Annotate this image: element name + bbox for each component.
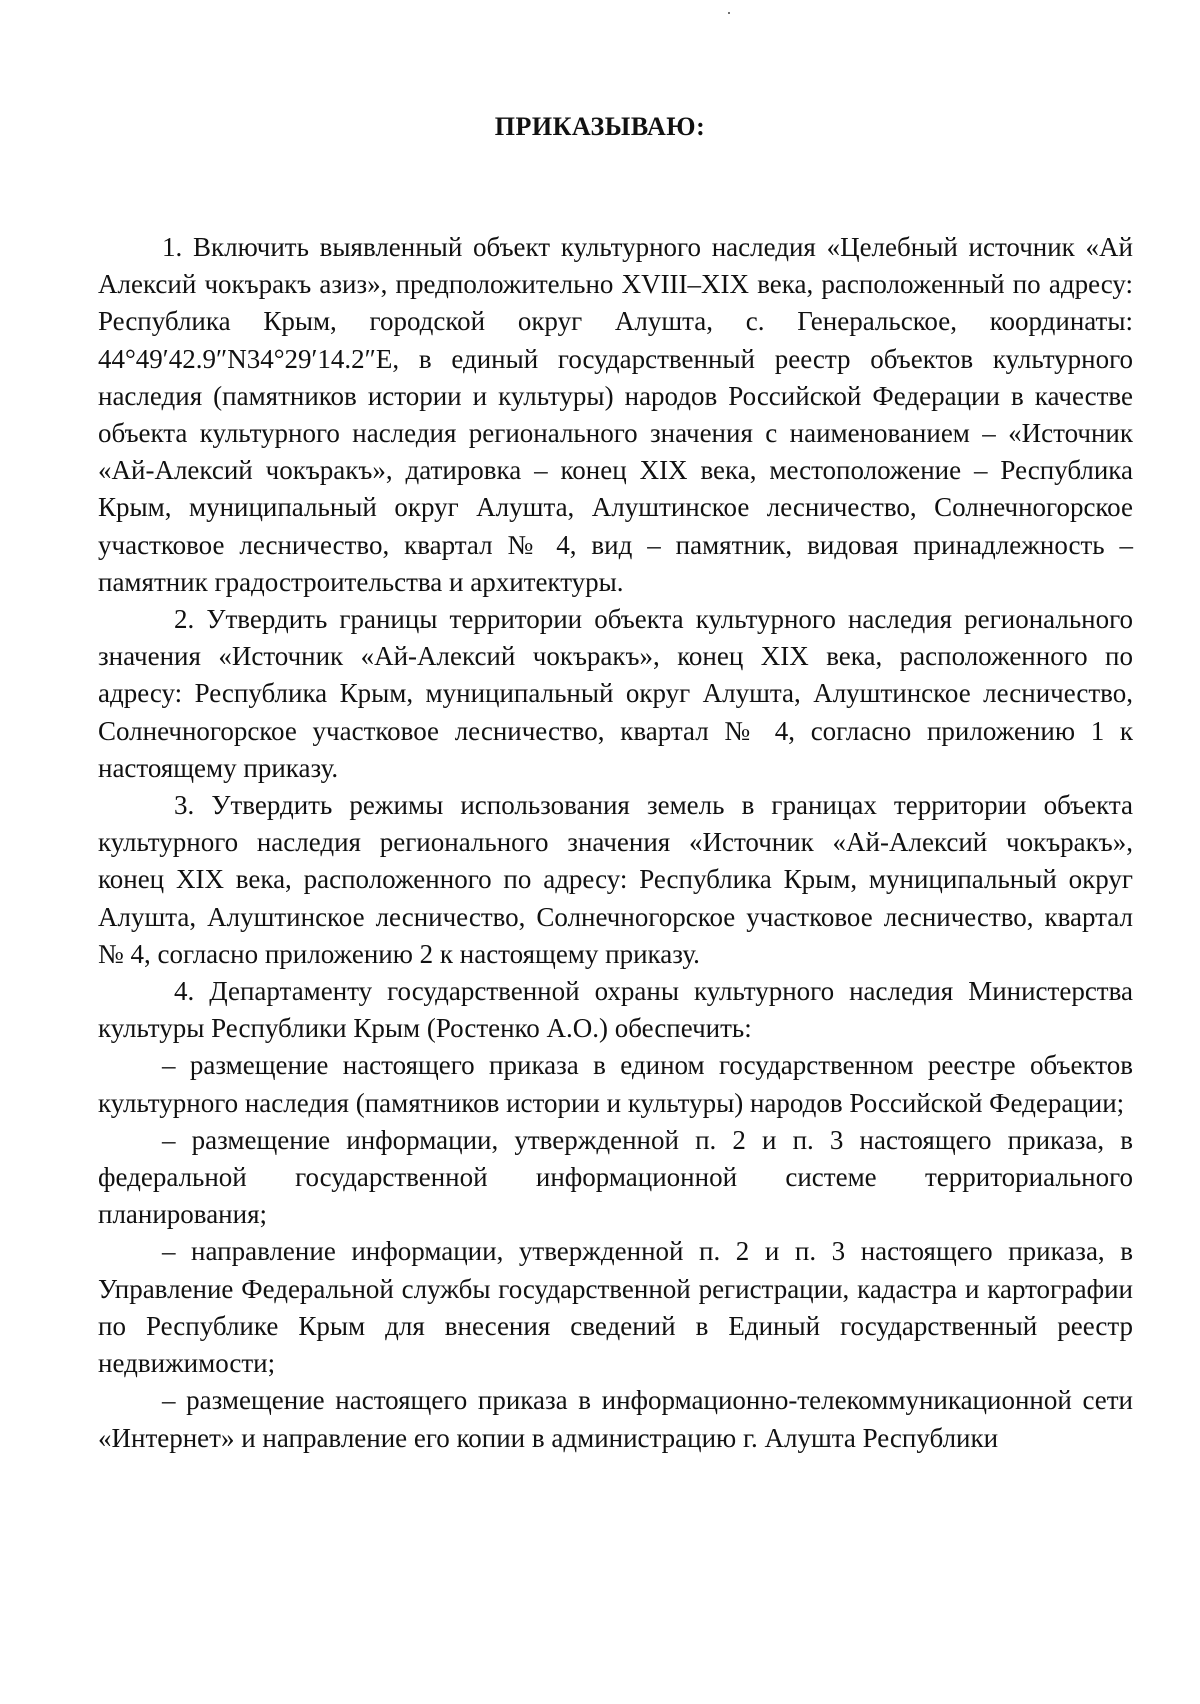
order-item-3: 3. Утвердить режимы использования земель в границах территории объекта культурного наследия регионального значения «Источник «Ай-Алексий чокъракъ», конец XIX века, расположенного по адресу: Республика Крым, муниципальный округ Алушта, Алуштинское лесничество, Солнечногорское участковое лесничество, квартал № 4, согласно приложению 2 к настоящему приказу. — [98, 790, 1133, 969]
order-item-1: 1. Включить выявленный объект культурного наследия «Целебный источник «Ай Алексий чокъракъ азиз», предположительно XVIII–XIX века, расположенный по адресу: Республика Крым, городской округ Алушта, с. Генеральское, координаты: 44°49′42.9″N34°29′14.2″E, в единый государственный реестр объектов культурного наследия (памятников истории и культуры) народов Российской Федерации в качестве объекта культурного наследия регионального значения с наименованием – «Источник «Ай-Алексий чокъракъ», датировка – конец XIX века, местоположение – Республика Крым, муниципальный округ Алушта, Алуштинское лесничество, Солнечногорское участковое лесничество, квартал № 4, вид – памятник, видовая принадлежность – памятник градостроительства и архитектуры. — [98, 232, 1133, 597]
order-subitem-rosreestr: – направление информации, утвержденной п. 2 и п. 3 настоящего приказа, в Управление Федеральной службы государственной регистрации, кадастра и картографии по Республике Крым для внесения сведений в Единый государственный реестр недвижимости; — [98, 1236, 1133, 1379]
order-item-2: 2. Утвердить границы территории объекта культурного наследия регионального значения «Источник «Ай-Алексий чокъракъ», конец XIX века, расположенного по адресу: Республика Крым, муниципальный округ Алушта, Алуштинское лесничество, Солнечногорское участковое лесничество, квартал № 4, согласно приложению 1 к настоящему приказу. — [98, 604, 1133, 783]
order-subitem-registry: – размещение настоящего приказа в едином государственном реестре объектов культурного наследия (памятников истории и культуры) народов Российской Федерации; — [98, 1050, 1133, 1118]
order-subitem-internet: – размещение настоящего приказа в информационно-телекоммуникационной сети «Интернет» и направление его копии в администрацию г. Алушта Республики — [98, 1385, 1133, 1453]
order-body — [98, 229, 1133, 1457]
scan-speck — [728, 12, 730, 14]
order-subitem-planning-system: – размещение информации, утвержденной п. 2 и п. 3 настоящего приказа, в федеральной государственной информационной системе территориального планирования; — [98, 1124, 1133, 1230]
order-item-4: 4. Департаменту государственной охраны культурного наследия Министерства культуры Республики Крым (Ростенко А.О.) обеспечить: — [98, 976, 1133, 1044]
order-heading: ПРИКАЗЫВАЮ: — [494, 112, 706, 141]
